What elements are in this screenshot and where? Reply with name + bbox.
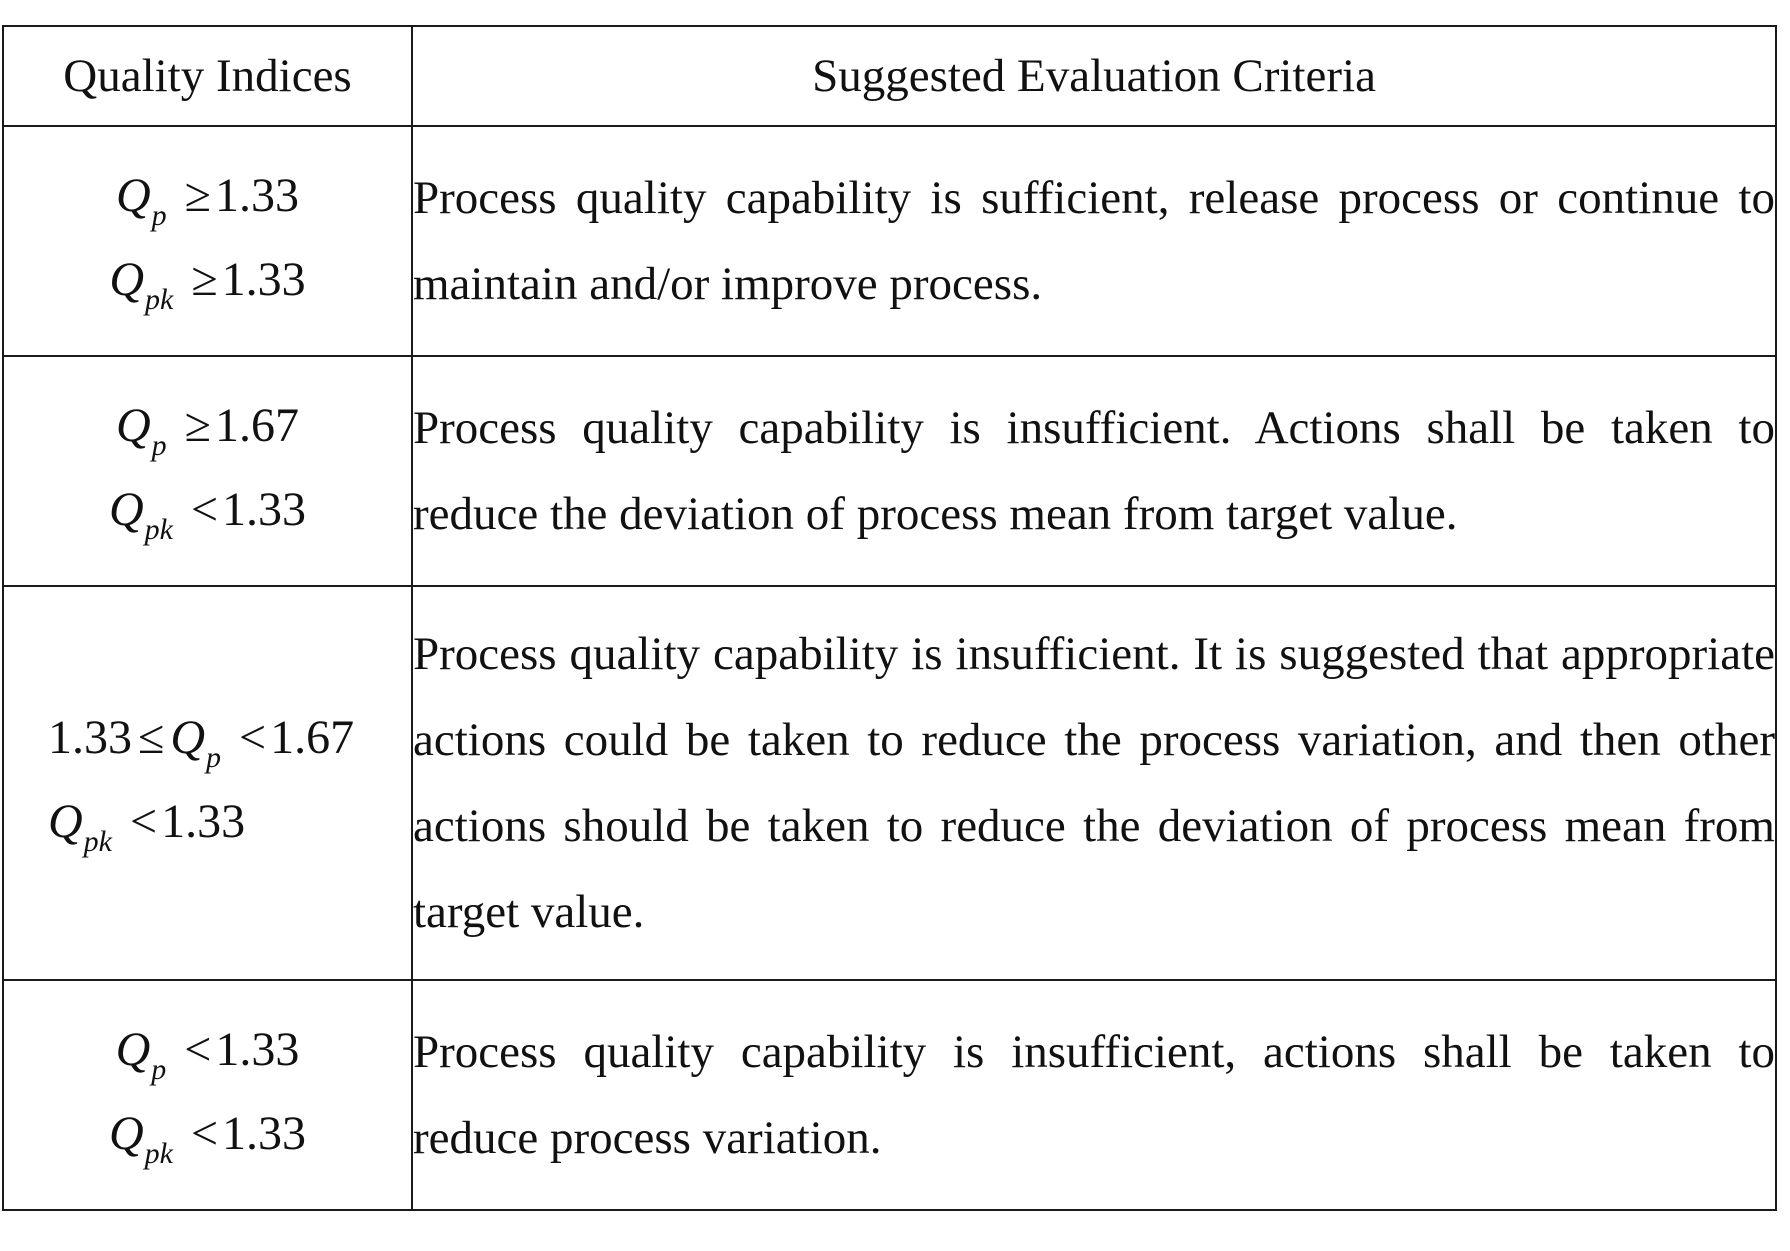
header-evaluation-criteria: Suggested Evaluation Criteria: [412, 26, 1776, 126]
criteria-text: Process quality capability is sufficient, release process or continue to maintain and/or improve process.: [412, 126, 1776, 356]
index-condition: [4, 471, 411, 555]
index-value: 1.67: [215, 399, 299, 452]
criteria-text: Process quality capability is insufficient, actions shall be taken to reduce process variation.: [412, 980, 1776, 1210]
index-relation: <: [130, 795, 158, 848]
index-relation: ≤: [138, 711, 165, 764]
index-condition: [4, 157, 411, 241]
index-lower-bound: 1.33: [48, 711, 132, 764]
index-subscript: p: [151, 429, 167, 462]
index-value: 1.33: [215, 1023, 300, 1076]
index-symbol: Q: [115, 399, 151, 452]
index-symbol: Q: [170, 711, 206, 764]
index-relation: <: [190, 483, 219, 536]
index-subscript: pk: [145, 283, 174, 316]
header-quality-indices: Quality Indices: [3, 26, 412, 126]
index-subscript: pk: [144, 1137, 173, 1170]
index-subscript: p: [206, 741, 222, 774]
index-subscript: pk: [83, 825, 112, 858]
index-symbol: Q: [115, 1023, 151, 1076]
table-row: [3, 356, 1776, 586]
index-relation: ≥: [184, 399, 211, 452]
index-symbol: Q: [109, 253, 144, 306]
index-subscript: p: [151, 199, 167, 232]
index-relation: <: [190, 1107, 219, 1160]
table-row: [3, 126, 1776, 356]
index-condition: [4, 1095, 411, 1179]
quality-criteria-table: [2, 25, 1777, 1211]
index-symbol: Q: [115, 169, 151, 222]
index-value: 1.33: [222, 483, 307, 536]
table-row: [3, 586, 1776, 980]
index-relation: <: [239, 711, 267, 764]
index-subscript: p: [151, 1053, 167, 1086]
index-symbol: Q: [108, 1107, 144, 1160]
quality-index-cell: [3, 980, 412, 1210]
index-subscript: pk: [144, 513, 173, 546]
criteria-text: Process quality capability is insufficient. Actions shall be taken to reduce the deviation of process mean from target value.: [412, 356, 1776, 586]
index-value: 1.33: [161, 795, 246, 848]
index-condition: [48, 783, 411, 867]
header-row: [3, 26, 1776, 126]
index-value: 1.33: [221, 253, 306, 306]
index-condition: [4, 241, 411, 325]
quality-index-cell: [3, 356, 412, 586]
index-condition: [4, 387, 411, 471]
index-symbol: Q: [48, 795, 83, 848]
index-value: 1.67: [270, 711, 355, 764]
index-value: 1.33: [215, 169, 299, 222]
index-value: 1.33: [222, 1107, 307, 1160]
index-condition: [4, 1011, 411, 1095]
table-row: [3, 980, 1776, 1210]
index-symbol: Q: [108, 483, 144, 536]
index-relation: ≥: [184, 169, 211, 222]
quality-index-cell: [3, 586, 412, 980]
criteria-text: Process quality capability is insufficient. It is suggested that appropriate actions could be taken to reduce the process variation, and then other actions should be taken to reduce the deviation of process mean from target value.: [412, 586, 1776, 980]
index-relation: ≥: [191, 253, 218, 306]
quality-index-cell: [3, 126, 412, 356]
index-relation: <: [184, 1023, 212, 1076]
index-condition: [48, 699, 411, 783]
